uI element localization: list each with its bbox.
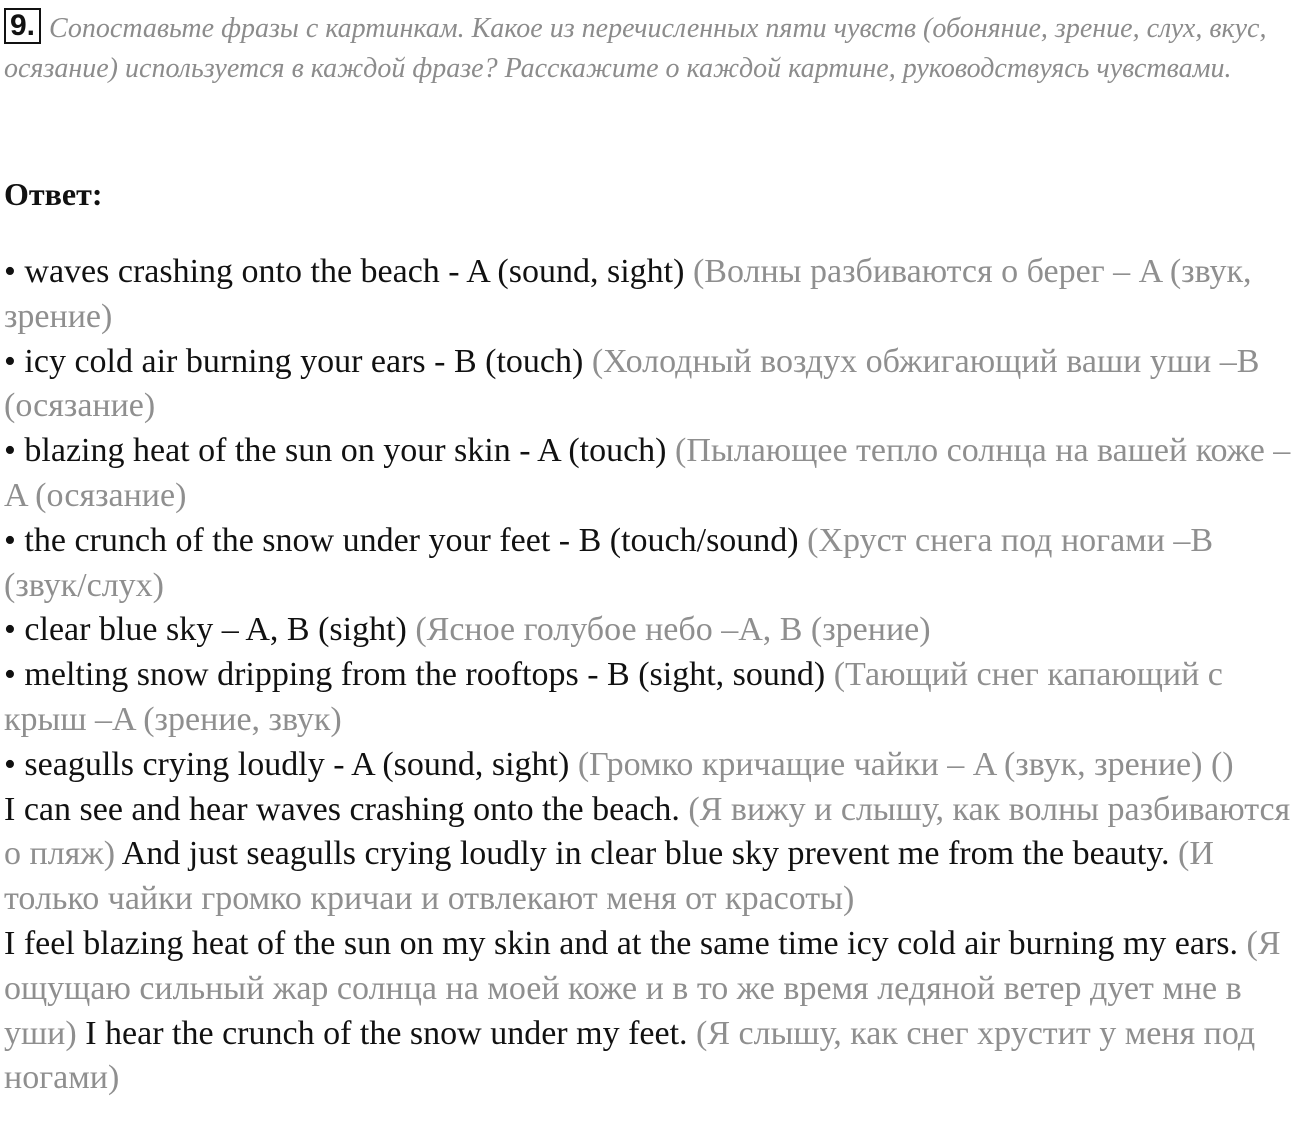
story-russian: (Я слышу, как снег хрустит у меня под ногами) — [4, 1014, 1256, 1097]
item-english: • icy cold air burning your ears - B (touch) — [4, 342, 584, 380]
list-item — [4, 519, 1300, 609]
story-russian: (Я вижу и слышу, как волны разбиваются о пляж) — [4, 790, 1291, 873]
item-russian: (Волны разбиваются о берег – A (звук, зрение) — [4, 253, 1252, 335]
item-english: • seagulls crying loudly - A (sound, sight) — [4, 745, 570, 783]
item-english: • the crunch of the snow under your feet - B (touch/sound) — [4, 521, 799, 559]
story-paragraph — [4, 788, 1300, 922]
item-russian: (Хруст снега под ногами –B (звук/слух) — [4, 521, 1214, 604]
list-item — [4, 250, 1300, 340]
task-instruction-block — [4, 8, 1296, 89]
story-english: I can see and hear waves crashing onto the beach. — [4, 790, 680, 828]
item-russian: (Пылающее тепло солнца на вашей коже –A (осязание) — [4, 432, 1291, 514]
answer-content — [4, 250, 1300, 1101]
list-item — [4, 608, 1300, 653]
item-english: • clear blue sky – A, B (sight) — [4, 611, 407, 649]
item-russian: (Ясное голубое небо –A, B (зрение) — [415, 611, 931, 649]
item-russian: (Холодный воздух обжигающий ваши уши –B (осязание) — [4, 342, 1260, 425]
story-russian: (И только чайки громко кричаи и отвлекают меня от красоты) — [4, 835, 1214, 918]
item-english: • waves crashing onto the beach - A (sound, sight) — [4, 253, 685, 290]
task-number: 9. — [4, 8, 41, 44]
item-english: • blazing heat of the sun on your skin - A (touch) — [4, 432, 667, 470]
story-english: I feel blazing heat of the sun on my skin and at the same time icy cold air burning my ears. — [4, 924, 1239, 962]
list-item — [4, 743, 1300, 788]
story-english: And just seagulls crying loudly in clear blue sky prevent me from the beauty. — [121, 835, 1170, 873]
story-english: I hear the crunch of the snow under my feet. — [85, 1014, 688, 1052]
item-russian: (Тающий снег капающий с крыш –A (зрение, звук) — [4, 656, 1223, 738]
item-english: • melting snow dripping from the rooftops - B (sight, sound) — [4, 656, 826, 694]
list-item — [4, 429, 1300, 519]
list-item — [4, 653, 1300, 743]
task-instruction: Сопоставьте фразы с картинкам. Какое из перечисленных пяти чувств (обоняние, зрение, слух, вкус, осязание) используется в каждой фразе? Расскажите о каждой картине, руководствуясь чувствами. — [4, 13, 1267, 84]
item-russian: (Громко кричащие чайки – A (звук, зрение) () — [577, 745, 1234, 783]
story-russian: (Я ощущаю сильный жар солнца на моей коже и в то же время ледяной ветер дует мне в уши) — [4, 924, 1281, 1052]
list-item — [4, 340, 1300, 430]
answer-label: Ответ: — [4, 176, 103, 212]
story-paragraph — [4, 922, 1300, 1101]
